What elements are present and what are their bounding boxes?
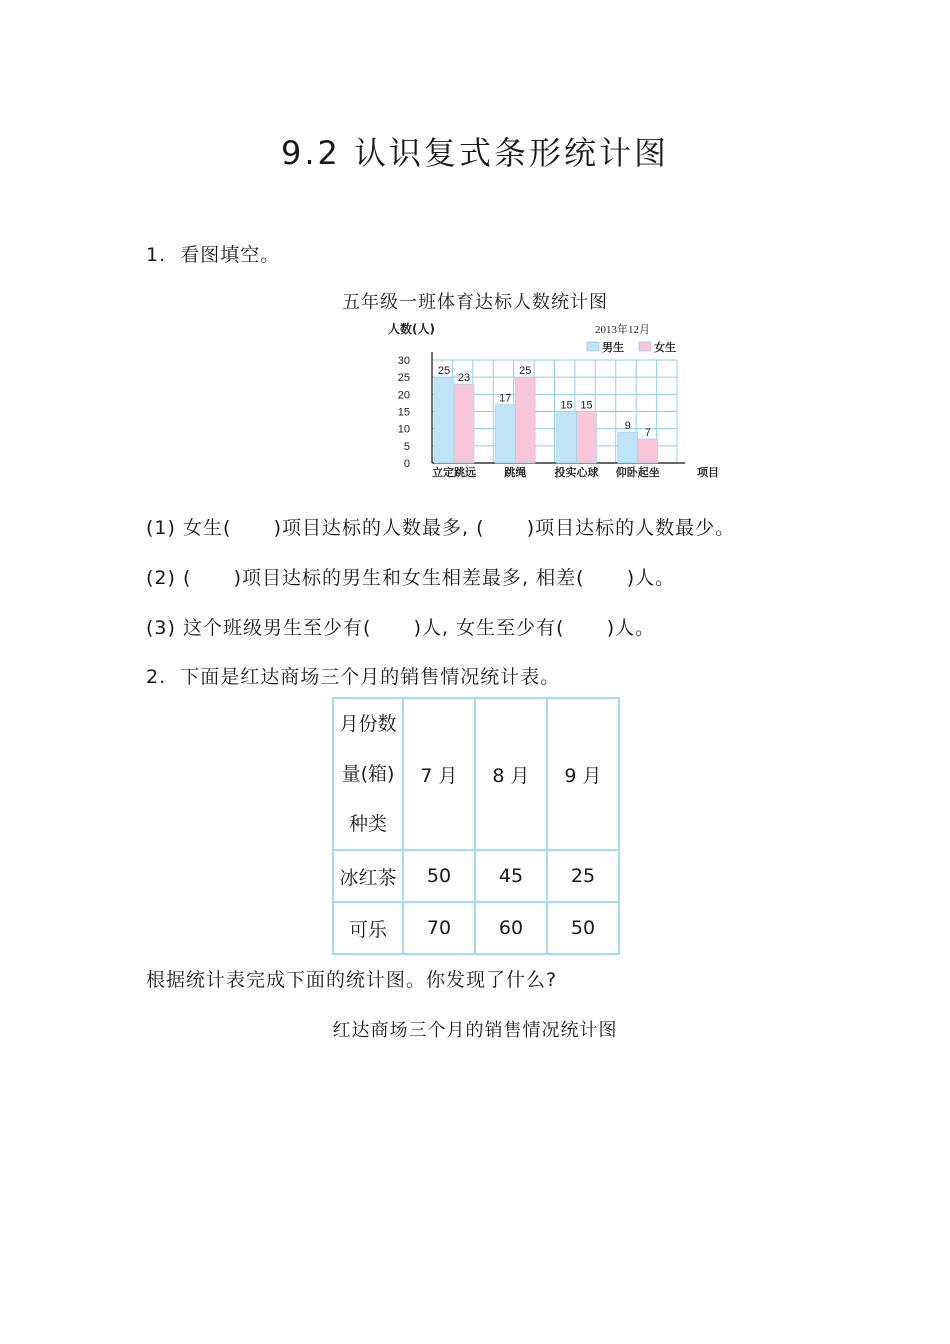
question-1-stem: 1. 看图填空。 [146,244,281,266]
bar-boys [434,377,454,463]
data-label: 7 [644,426,651,439]
page-title: 9.2 认识复式条形统计图 [280,134,670,172]
bar-girls [515,377,535,463]
bar-girls [454,384,474,463]
legend-swatch [639,342,651,351]
y-tick-label: 20 [397,389,410,402]
table-cell: 25 [547,850,619,902]
y-tick-label: 15 [397,406,410,419]
header-bottom-text: 种类 [348,813,387,835]
legend-swatch [587,342,599,351]
header-mid-text: 量(箱) [341,763,395,785]
legend-label: 男生 [602,341,624,354]
y-tick-label: 25 [397,372,410,385]
data-label: 23 [457,372,471,385]
table-cell: 50 [403,850,475,902]
y-axis-title: 人数(人) [388,322,435,336]
x-category-label: 仰卧起坐 [615,466,660,479]
data-label: 17 [499,392,512,405]
data-label: 25 [519,365,532,378]
table-corner-header [333,698,403,850]
table-row [333,902,619,954]
y-tick-label: 10 [397,423,410,436]
month-header: 8 月 [475,698,547,850]
table-cell: 70 [403,902,475,954]
sales-table [332,697,620,955]
question-2-instruction: 根据统计表完成下面的统计图。你发现了什么? [146,969,558,991]
double-bar-chart [380,318,720,483]
month-header: 7 月 [403,698,475,850]
data-label: 15 [560,399,573,412]
bar-girls [638,439,658,463]
question-1-part-1: (1) 女生( )项目达标的人数最多, ( )项目达标的人数最少。 [146,517,736,539]
legend-label: 女生 [654,341,676,354]
bar-boys [557,412,577,464]
table-header-row [333,698,619,850]
row-label: 冰红茶 [333,850,403,902]
y-tick-label: 5 [403,440,410,453]
bar-girls [577,412,597,464]
table-row [333,850,619,902]
table-cell: 50 [547,902,619,954]
x-axis-title: 项目 [697,466,719,479]
bar-boys [618,432,638,463]
question-2-stem: 2. 下面是红达商场三个月的销售情况统计表。 [146,666,561,688]
month-header: 9 月 [547,698,619,850]
x-category-label: 跳绳 [504,466,527,479]
x-category-label: 投实心球 [554,466,599,479]
question-1-part-3: (3) 这个班级男生至少有( )人, 女生至少有( )人。 [146,617,656,639]
chart-2-title: 红达商场三个月的销售情况统计图 [332,1020,618,1041]
chart-title: 五年级一班体育达标人数统计图 [342,292,608,313]
y-tick-label: 30 [397,355,410,367]
x-category-label: 立定跳远 [432,466,476,479]
table-cell: 45 [475,850,547,902]
data-label: 25 [437,365,451,378]
chart-date: 2013年12月 [595,324,650,336]
question-1-part-2: (2) ( )项目达标的男生和女生相差最多, 相差( )人。 [146,567,676,589]
data-label: 15 [580,399,593,412]
row-label: 可乐 [333,902,403,954]
bar-boys [495,405,515,463]
header-top-text: 月份数 [339,713,397,735]
y-tick-label: 0 [403,458,410,470]
data-label: 9 [624,420,631,433]
table-cell: 60 [475,902,547,954]
